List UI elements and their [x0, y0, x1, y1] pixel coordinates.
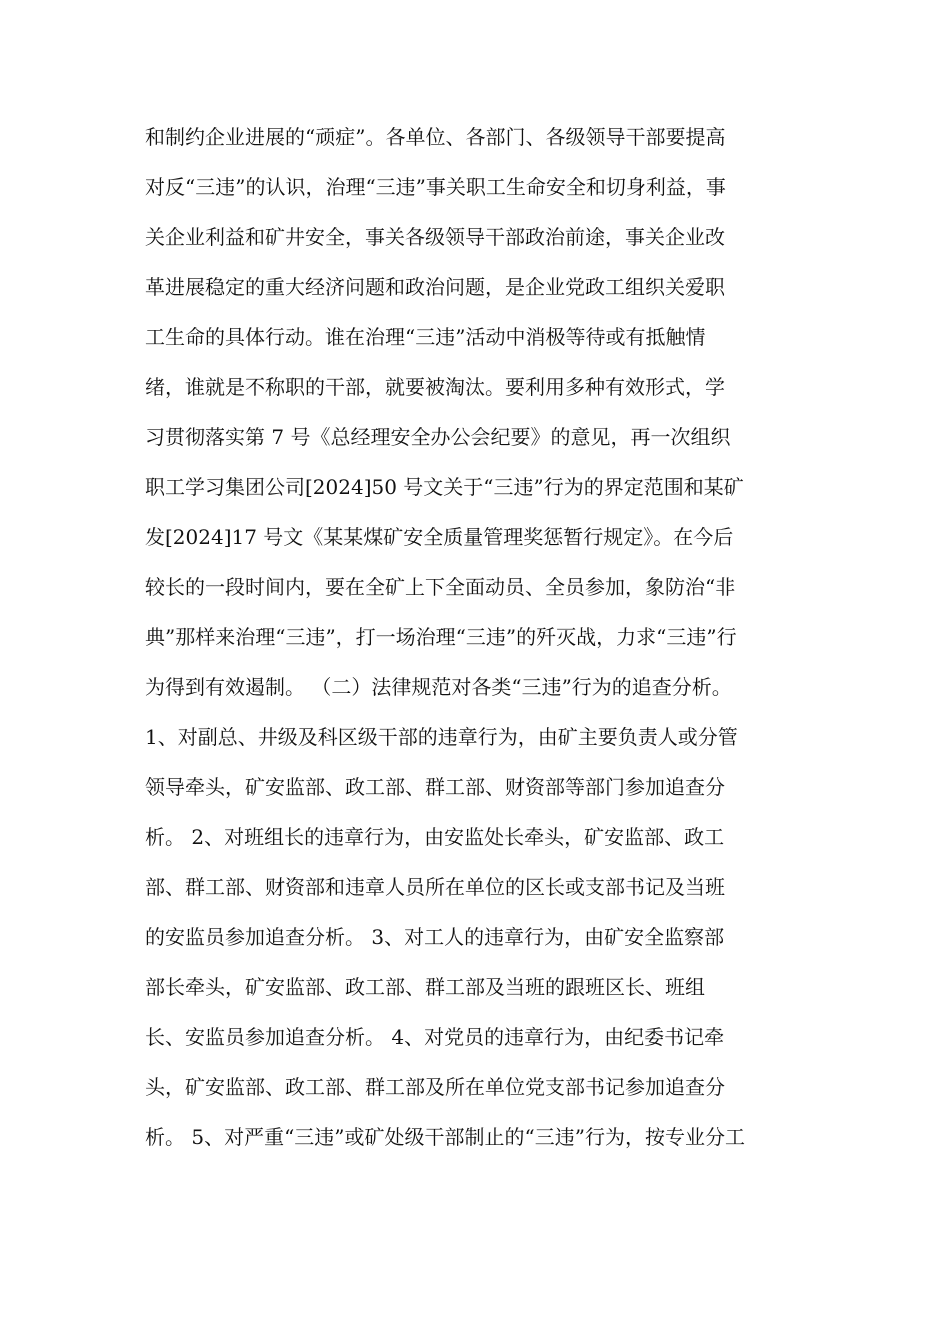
text-line: 关企业利益和矿井安全，事关各级领导干部政治前途，事关企业改 [145, 225, 725, 249]
text-line: 长、安监员参加追查分析。 4、对党员的违章行为，由纪委书记牵 [145, 1025, 725, 1049]
text-line: 为得到有效遏制。 （二）法律规范对各类“三违”行为的追查分析。 [145, 675, 732, 699]
text-line: 领导牵头，矿安监部、政工部、群工部、财资部等部门参加追查分 [145, 775, 725, 799]
text-line: 头，矿安监部、政工部、群工部及所在单位党支部书记参加追查分 [145, 1075, 725, 1099]
text-line: 的安监员参加追查分析。 3、对工人的违章行为，由矿安全监察部 [145, 925, 725, 949]
text-line: 工生命的具体行动。谁在治理“三违”活动中消极等待或有抵触情 [145, 325, 706, 349]
text-line: 典”那样来治理“三违”，打一场治理“三违”的歼灭战，力求“三违”行 [145, 625, 737, 649]
text-line: 革进展稳定的重大经济问题和政治问题，是企业党政工组织关爱职 [145, 275, 725, 299]
text-line: 部、群工部、财资部和违章人员所在单位的区长或支部书记及当班 [145, 875, 725, 899]
text-line: 1、对副总、井级及科区级干部的违章行为，由矿主要负责人或分管 [145, 725, 738, 749]
text-line: 职工学习集团公司[2024]50 号文关于“三违”行为的界定范围和某矿 [145, 475, 744, 499]
text-line: 较长的一段时间内，要在全矿上下全面动员、全员参加，象防治“非 [145, 575, 736, 599]
text-line: 发[2024]17 号文《某某煤矿安全质量管理奖惩暂行规定》。在今后 [145, 525, 734, 549]
text-line: 部长牵头，矿安监部、政工部、群工部及当班的跟班区长、班组 [145, 975, 705, 999]
text-line: 习贯彻落实第 7 号《总经理安全办公会纪要》的意见，再一次组织 [145, 425, 731, 449]
text-line: 析。 5、对严重“三违”或矿处级干部制止的“三违”行为，按专业分工 [145, 1125, 745, 1149]
text-line: 对反“三违”的认识，治理“三违”事关职工生命安全和切身利益，事 [145, 175, 726, 199]
text-line: 和制约企业进展的“顽症”。各单位、各部门、各级领导干部要提高 [145, 125, 726, 149]
text-line: 析。 2、对班组长的违章行为，由安监处长牵头，矿安监部、政工 [145, 825, 725, 849]
document-body [145, 112, 815, 1162]
text-line: 绪，谁就是不称职的干部，就要被淘汰。要利用多种有效形式，学 [145, 375, 725, 399]
